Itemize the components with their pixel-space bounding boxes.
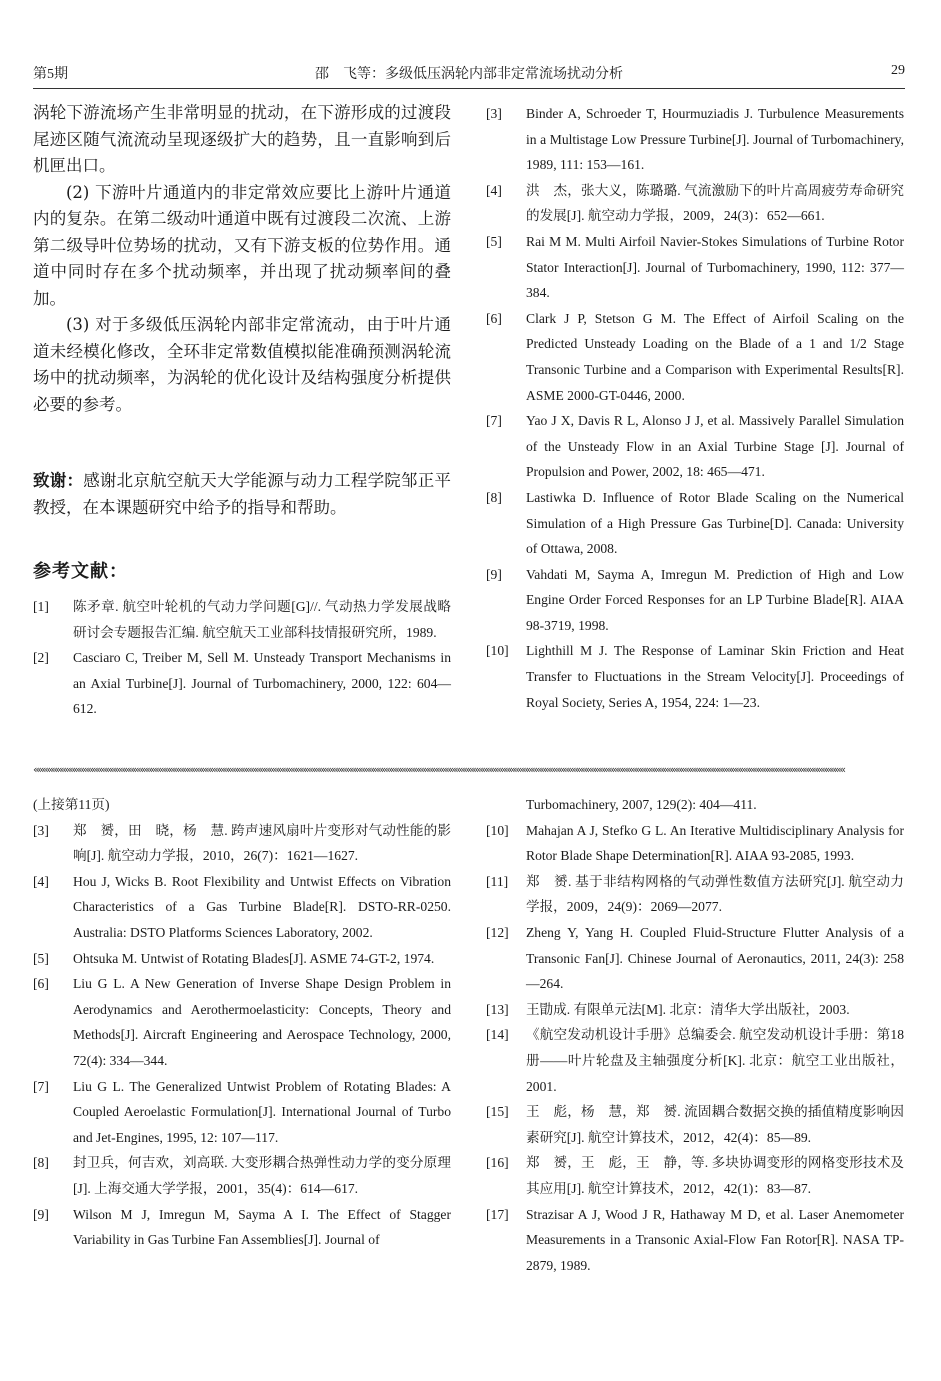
page-number: 29 [891,63,905,78]
reference-number: [9] [33,1206,49,1222]
reference-text: 郑 赟. 基于非结构网格的气动弹性数值方法研究[J]. 航空动力学报，2009，24(9)：2069—2077. [526,873,904,915]
references-upper-left [33,594,451,722]
reference-item [486,178,904,229]
reference-text: 陈矛章. 航空叶轮机的气动力学问题[G]//. 气动热力学发展战略研讨会专题报告汇编. 航空航天工业部科技情报研究所，1989. [73,599,451,640]
reference-number: [6] [33,976,49,992]
reference-text: Rai M M. Multi Airfoil Navier-Stokes Simulations of Turbine Rotor Stator Interaction[J]. Journal of Turbomachinery, 1990, 112: 377—384. [526,233,904,301]
reference-text: Yao J X, Davis R L, Alonso J J, et al. Massively Parallel Simulation of the Unsteady Flow in an Axial Turbine Stage [J]. Journal of Propulsion and Power, 2002, 18: 465—471. [526,413,904,480]
reference-number: [13] [486,1001,509,1017]
reference-text: Mahajan A J, Stefko G L. An Iterative Multidisciplinary Analysis for Rotor Blade Shape Determination[R]. AIAA 93-2085, 1993. [526,822,904,864]
lower-right-column [486,792,904,1278]
reference-number: [10] [486,643,509,659]
reference-number: [4] [33,873,49,889]
reference-number: [11] [486,873,509,889]
reference-item [33,869,451,946]
reference-number: [15] [486,1104,509,1120]
reference-number: [8] [486,489,502,505]
reference-number: [5] [33,950,49,966]
paragraph-1: 涡轮下游流场产生非常明显的扰动，在下游形成的过渡段尾迹区随气流流动呈现逐级扩大的趋势，且一直影响到后机匣出口。 [33,103,451,175]
reference-number: [1] [33,599,49,614]
reference-text: Binder A, Schroeder T, Hourmuziadis J. Turbulence Measurements in a Multistage Low Pressure Turbine[J]. Journal of Turbomachinery, 1989, 111: 153—161. [526,106,904,173]
reference-number: [8] [33,1155,49,1171]
reference-item [33,1202,451,1253]
ack-label: 致谢： [33,471,84,490]
header-rule [33,88,905,89]
section-divider: ««««««««««««««««««««««««««««««««««««««««««««««««««««««««««««««««««««««««««««««««««««««««««««««««««««««««««««««««««««««««««««««««««««««««««««««««««««««««««««««««««««««««««««««««««« [33,764,844,776]
reference-text: 封卫兵，何吉欢，刘高联. 大变形耦合热弹性动力学的变分原理[J]. 上海交通大学学报，2001，35(4)：614—617. [73,1155,451,1196]
reference-number: [3] [33,822,49,838]
reference-item [486,997,904,1023]
reference-text: Lastiwka D. Influence of Rotor Blade Scaling on the Numerical Simulation of a High Pressure Gas Turbine[D]. Canada: University of Ottawa, 2008. [526,489,904,557]
reference-text: Vahdati M, Sayma A, Imregun M. Prediction of High and Low Engine Order Forced Responses for an LP Turbine Blade[R]. AIAA 98-3719, 1998. [526,566,904,633]
issue-number: 第5期 [33,67,68,82]
reference-text: 《航空发动机设计手册》总编委会. 航空发动机设计手册：第18册——叶片轮盘及主轴强度分析[K]. 北京：航空工业出版社，2001. [526,1027,904,1094]
reference-item [486,818,904,869]
reference-item [33,971,451,1073]
running-title: 邵 飞等：多级低压涡轮内部非定常流场扰动分析 [315,67,623,82]
reference-number: [14] [486,1027,509,1043]
reference-item [33,1074,451,1151]
reference-item [486,408,904,485]
upper-left-column [33,100,451,418]
reference-text: Strazisar A J, Wood J R, Hathaway M D, et al. Laser Anemometer Measurements in a Transonic Axial-Flow Fan Rotor[R]. NASA TP-2879, 1989. [526,1206,904,1273]
reference-item [486,229,904,306]
reference-text: Wilson M J, Imregun M, Sayma A I. The Effect of Stagger Variability in Gas Turbine Fan Assemblies[J]. Journal of [73,1206,451,1248]
reference-number: [9] [486,566,502,582]
reference-item [486,101,904,178]
reference-item [486,562,904,639]
reference-text: Lighthill M J. The Response of Laminar Skin Friction and Heat Transfer to Fluctuations in the Stream Velocity[J]. Proceedings of Royal Society, Series A, 1954, 224: 1—23. [526,643,904,710]
reference-text: 郑 赟，王 彪，王 静，等. 多块协调变形的网格变形技术及其应用[J]. 航空计算技术，2012，42(1)：83—87. [526,1155,904,1196]
reference-item [33,645,451,722]
reference-text: 王勖成. 有限单元法[M]. 北京：清华大学出版社，2003. [526,1001,850,1017]
reference-item [486,869,904,920]
reference-item [486,1150,904,1201]
reference-text: Casciaro C, Treiber M, Sell M. Unsteady Transport Mechanisms in an Axial Turbine[J]. Journal of Turbomachinery, 2000, 122: 604—612. [73,650,451,717]
ack-text: 感谢北京航空航天大学能源与动力工程学院邹正平教授，在本课题研究中给予的指导和帮助。 [33,471,452,517]
reference-item [486,306,904,408]
reference-item [486,638,904,715]
reference-text: Hou J, Wicks B. Root Flexibility and Untwist Effects on Vibration Characteristics of a Gas Turbine Blade[R]. DSTO-RR-0250. Australia: DSTO Platforms Sciences Laboratory, 2002. [73,873,451,940]
reference-text: 王 彪，杨 慧，郑 赟. 流固耦合数据交换的插值精度影响因素研究[J]. 航空计算技术，2012，42(4)：85—89. [526,1104,904,1145]
references-heading-block [33,557,451,583]
reference-item [33,946,451,972]
reference-number: [5] [486,233,502,249]
reference-number: [10] [486,822,509,838]
references-heading: 参考文献： [33,561,128,582]
paragraph-2: (2) 下游叶片通道内的非定常效应要比上游叶片通道内的复杂。在第二级动叶通道中既有过渡段二次流、上游第二级导叶位势场的扰动，又有下游支板的位势作用。通道中同时存在多个扰动频率，并出现了扰动频率间的叠加。 [33,182,451,308]
reference-item [486,920,904,997]
reference-item [33,1150,451,1201]
reference-text: Ohtsuka M. Untwist of Rotating Blades[J]. ASME 74-GT-2, 1974. [73,950,435,966]
reference-continuation [486,792,904,818]
reference-text: Liu G L. The Generalized Untwist Problem of Rotating Blades: A Coupled Aeroelastic Formulation[J]. International Journal of Turbo and Jet-Engines, 1995, 12: 107—117. [73,1078,451,1145]
reference-number: [7] [33,1078,49,1094]
reference-item [33,594,451,645]
reference-number: [3] [486,106,502,121]
reference-text: Zheng Y, Yang H. Coupled Fluid-Structure Flutter Analysis of a Transonic Fan[J]. Chinese Journal of Aeronautics, 2011, 24(3): 258—264. [526,924,904,992]
reference-number: [6] [486,310,502,326]
reference-number: [17] [486,1206,509,1222]
paragraph-3: (3) 对于多级低压涡轮内部非定常流动，由于叶片通道未经模化修改，全环非定常数值模拟能准确预测涡轮流场中的扰动频率，为涡轮的优化设计及结构强度分析提供必要的参考。 [33,315,451,414]
reference-item [486,1202,904,1279]
reference-item [486,485,904,562]
reference-text: 洪 杰，张大义，陈璐璐. 气流激励下的叶片高周疲劳寿命研究的发展[J]. 航空动力学报，2009，24(3)：652—661. [526,182,904,224]
reference-item [486,1022,904,1099]
reference-number: [7] [486,413,502,429]
running-header [33,63,905,85]
reference-number: [4] [486,182,502,198]
continued-label: (上接第11页) [33,797,110,812]
reference-text: Liu G L. A New Generation of Inverse Shape Design Problem in Aerodynamics and Aerothermoelasticity: Concepts, Theory and Methods[J]. Aircraft Engineering and Aerospace Technology, 2000, 72(4): 334—344. [73,976,451,1068]
reference-text: 郑 赟，田 晓，杨 慧. 跨声速风扇叶片变形对气动性能的影响[J]. 航空动力学报，2010，26(7)：1621—1627. [73,822,451,864]
lower-left-column [33,792,451,1253]
reference-text: Turbomachinery, 2007, 129(2): 404—411. [526,797,757,812]
reference-number: [16] [486,1155,509,1171]
reference-item [486,1099,904,1150]
reference-number: [12] [486,924,509,940]
references-upper-right [486,101,904,715]
reference-text: Clark J P, Stetson G M. The Effect of Airfoil Scaling on the Predicted Unsteady Loading on the Blade of a 1 and 1/2 Stage Transonic Turbine and a Comparison with Experimental Results[R]. ASME 2000-GT-0446, 2000. [526,310,904,403]
reference-item [33,818,451,869]
reference-number: [2] [33,650,49,666]
acknowledgement [33,467,451,521]
